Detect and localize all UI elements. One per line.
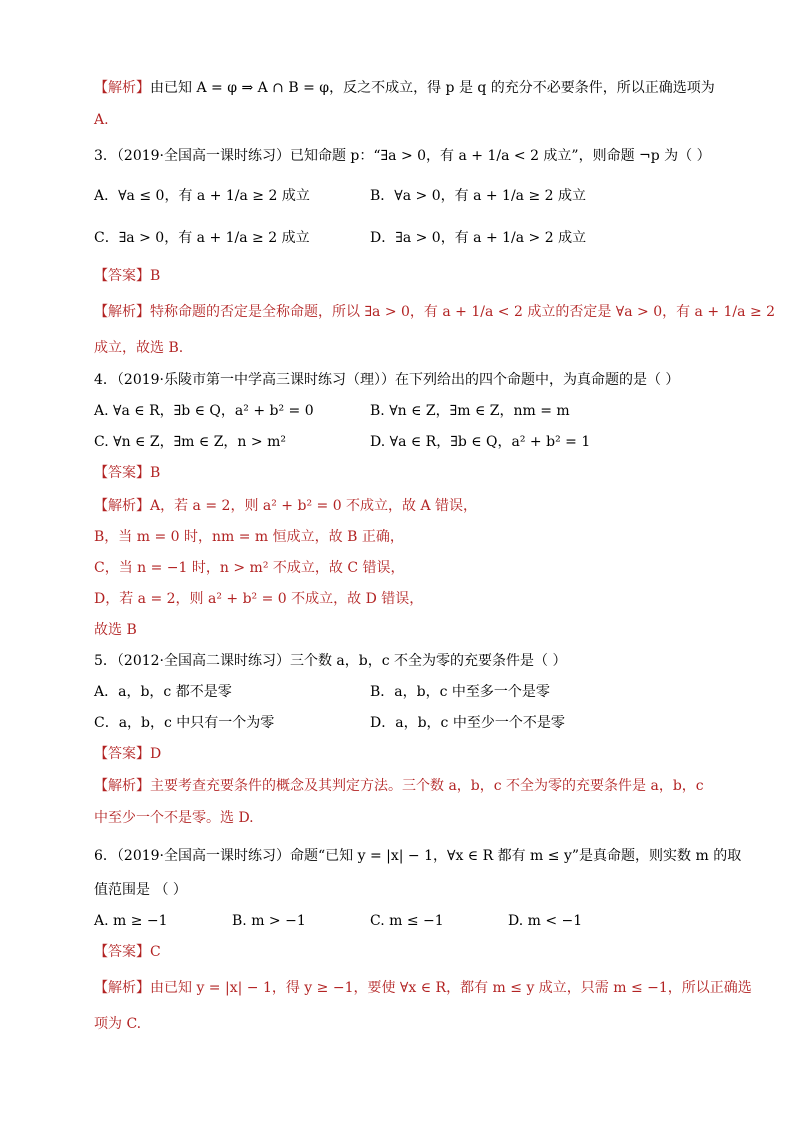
question-4: 4．（2019·乐陵市第一中学高三课时练习（理））在下列给出的四个命题中，为真命题的是（ ） [94, 372, 680, 388]
q5-analysis-line1: 【解析】主要考查充要条件的概念及其判定方法。三个数 a，b，c 不全为零的充要条件是 a，b，c [94, 778, 704, 794]
q6-option-c: C. m ≤ −1 [370, 913, 444, 929]
q5-answer: 【答案】D [94, 746, 162, 762]
q6-option-a: A. m ≥ −1 [94, 913, 168, 929]
q4-analysis-line4: D，若 a = 2，则 a² + b² = 0 不成立，故 D 错误， [94, 591, 424, 607]
q4-analysis-line5: 故选 B [94, 622, 137, 638]
question-5: 5．（2012·全国高二课时练习）三个数 a，b，c 不全为零的充要条件是（ ） [94, 653, 567, 669]
q4-analysis-line3: C，当 n = −1 时，n > m² 不成立，故 C 错误， [94, 560, 405, 576]
q3-option-c: C．∃a > 0，有 a + 1/a ≥ 2 成立 [94, 230, 310, 246]
q3-option-d: D．∃a > 0，有 a + 1/a > 2 成立 [370, 230, 587, 246]
q4-answer: 【答案】B [94, 465, 161, 481]
q5-option-b: B．a，b，c 中至多一个是零 [370, 684, 550, 700]
q6-analysis-line1: 【解析】由已知 y = |x| − 1，得 y ≥ −1，要使 ∀x ∈ R，都有 m ≤ y 成立，只需 m ≤ −1，所以正确选 [94, 980, 752, 996]
q5-option-d: D．a，b，c 中至少一个不是零 [370, 715, 565, 731]
q3-analysis-line2: 成立，故选 B. [94, 340, 184, 356]
q4-option-c: C. ∀n ∈ Z，∃m ∈ Z，n > m² [94, 434, 286, 450]
q5-option-c: C．a，b，c 中只有一个为零 [94, 715, 275, 731]
prev-analysis-line2: A. [94, 112, 109, 128]
question-6: 6．（2019·全国高一课时练习）命题“已知 y = |x| − 1，∀x ∈ R 都有 m ≤ y”是真命题，则实数 m 的取 [94, 848, 742, 864]
analysis-tag: 【解析】 [94, 80, 150, 96]
q5-option-a: A．a，b，c 都不是零 [94, 684, 232, 700]
q4-analysis-line1: 【解析】A，若 a = 2，则 a² + b² = 0 不成立，故 A 错误， [94, 498, 478, 514]
q6-option-b: B. m > −1 [232, 913, 306, 929]
prev-analysis-line1: 【解析】由已知 A = φ ⇒ A ∩ B = φ，反之不成立，得 p 是 q 的充分不必要条件，所以正确选项为 [94, 80, 715, 96]
q4-analysis-line2: B，当 m = 0 时，nm = m 恒成立，故 B 正确， [94, 529, 404, 545]
q4-option-a: A. ∀a ∈ R，∃b ∈ Q，a² + b² = 0 [94, 403, 314, 419]
q4-option-b: B. ∀n ∈ Z，∃m ∈ Z，nm = m [370, 403, 570, 419]
q3-option-a: A．∀a ≤ 0，有 a + 1/a ≥ 2 成立 [94, 188, 310, 204]
q6-answer: 【答案】C [94, 944, 161, 960]
q3-analysis-line1: 【解析】特称命题的否定是全称命题，所以 ∃a > 0，有 a + 1/a < 2 成立的否定是 ∀a > 0，有 a + 1/a ≥ 2 [94, 304, 776, 320]
q3-answer: 【答案】B [94, 268, 161, 284]
q4-option-d: D. ∀a ∈ R，∃b ∈ Q，a² + b² = 1 [370, 434, 591, 450]
q3-option-b: B．∀a > 0，有 a + 1/a ≥ 2 成立 [370, 188, 587, 204]
question-3: 3．（2019·全国高一课时练习）已知命题 p：“∃a > 0，有 a + 1/a < 2 成立”，则命题 ¬p 为（ ） [94, 148, 711, 164]
q6-option-d: D. m < −1 [508, 913, 583, 929]
question-6-cont: 值范围是 （ ） [94, 882, 187, 898]
q6-analysis-line2: 项为 C. [94, 1016, 142, 1032]
q5-analysis-line2: 中至少一个不是零。选 D. [94, 810, 254, 826]
